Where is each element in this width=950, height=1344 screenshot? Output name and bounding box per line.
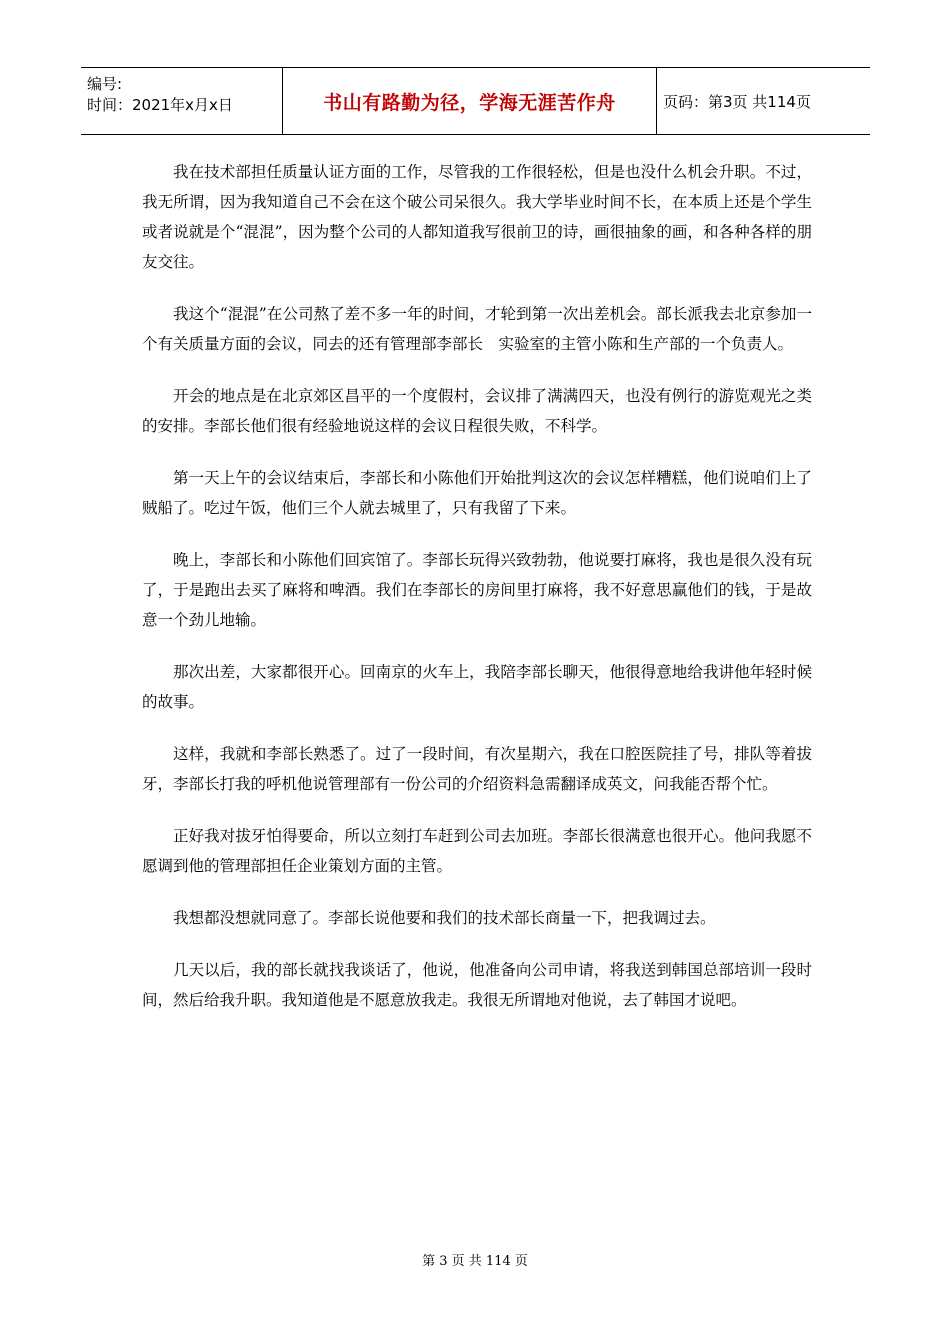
paragraph: 这样，我就和李部长熟悉了。过了一段时间，有次星期六，我在口腔医院挂了号，排队等着拔牙，李部长打我的呼机他说管理部有一份公司的介绍资料急需翻译成英文，问我能否帮个忙。	[142, 745, 812, 793]
paragraph: 开会的地点是在北京郊区昌平的一个度假村，会议排了满满四天，也没有例行的游览观光之类的安排。李部长他们很有经验地说这样的会议日程很失败，不科学。	[142, 387, 812, 435]
header-page-info: 页码：第3页 共114页	[663, 92, 811, 111]
paragraph: 正好我对拔牙怕得要命，所以立刻打车赶到公司去加班。李部长很满意也很开心。他问我愿不愿调到他的管理部担任企业策划方面的主管。	[142, 827, 812, 875]
paragraph: 我这个“混混”在公司熬了差不多一年的时间，才轮到第一次出差机会。部长派我去北京参加一个有关质量方面的会议，同去的还有管理部李部长 实验室的主管小陈和生产部的一个负责人。	[142, 305, 812, 353]
paragraph: 我想都没想就同意了。李部长说他要和我们的技术部长商量一下，把我调过去。	[173, 909, 716, 927]
document-number-label: 编号:	[87, 75, 123, 93]
paragraph: 几天以后，我的部长就找我谈话了，他说，他准备向公司申请，将我送到韩国总部培训一段时间，然后给我升职。我知道他是不愿意放我走。我很无所谓地对他说，去了韩国才说吧。	[142, 961, 812, 1009]
page-header	[81, 67, 870, 135]
document-date-label: 时间：2021年x月x日	[87, 96, 233, 114]
header-motto: 书山有路勤为径，学海无涯苦作舟	[283, 68, 657, 134]
paragraph: 第一天上午的会议结束后，李部长和小陈他们开始批判这次的会议怎样糟糕，他们说咱们上了贼船了。吃过午饭，他们三个人就去城里了，只有我留了下来。	[142, 469, 812, 517]
paragraph: 我在技术部担任质量认证方面的工作，尽管我的工作很轻松，但是也没什么机会升职。不过，我无所谓，因为我知道自己不会在这个破公司呆很久。我大学毕业时间不长，在本质上还是个学生或者说就是个“混混”，因为整个公司的人都知道我写很前卫的诗，画很抽象的画，和各种各样的朋友交往。	[142, 163, 812, 271]
paragraph: 那次出差，大家都很开心。回南京的火车上，我陪李部长聊天，他很得意地给我讲他年轻时候的故事。	[142, 663, 812, 711]
document-body	[142, 157, 812, 1037]
header-meta	[81, 68, 283, 134]
paragraph: 晚上，李部长和小陈他们回宾馆了。李部长玩得兴致勃勃，他说要打麻将，我也是很久没有玩了，于是跑出去买了麻将和啤酒。我们在李部长的房间里打麻将，我不好意思赢他们的钱，于是故意一个劲儿地输。	[142, 551, 812, 629]
page-footer: 第 3 页 共 114 页	[422, 1254, 528, 1269]
